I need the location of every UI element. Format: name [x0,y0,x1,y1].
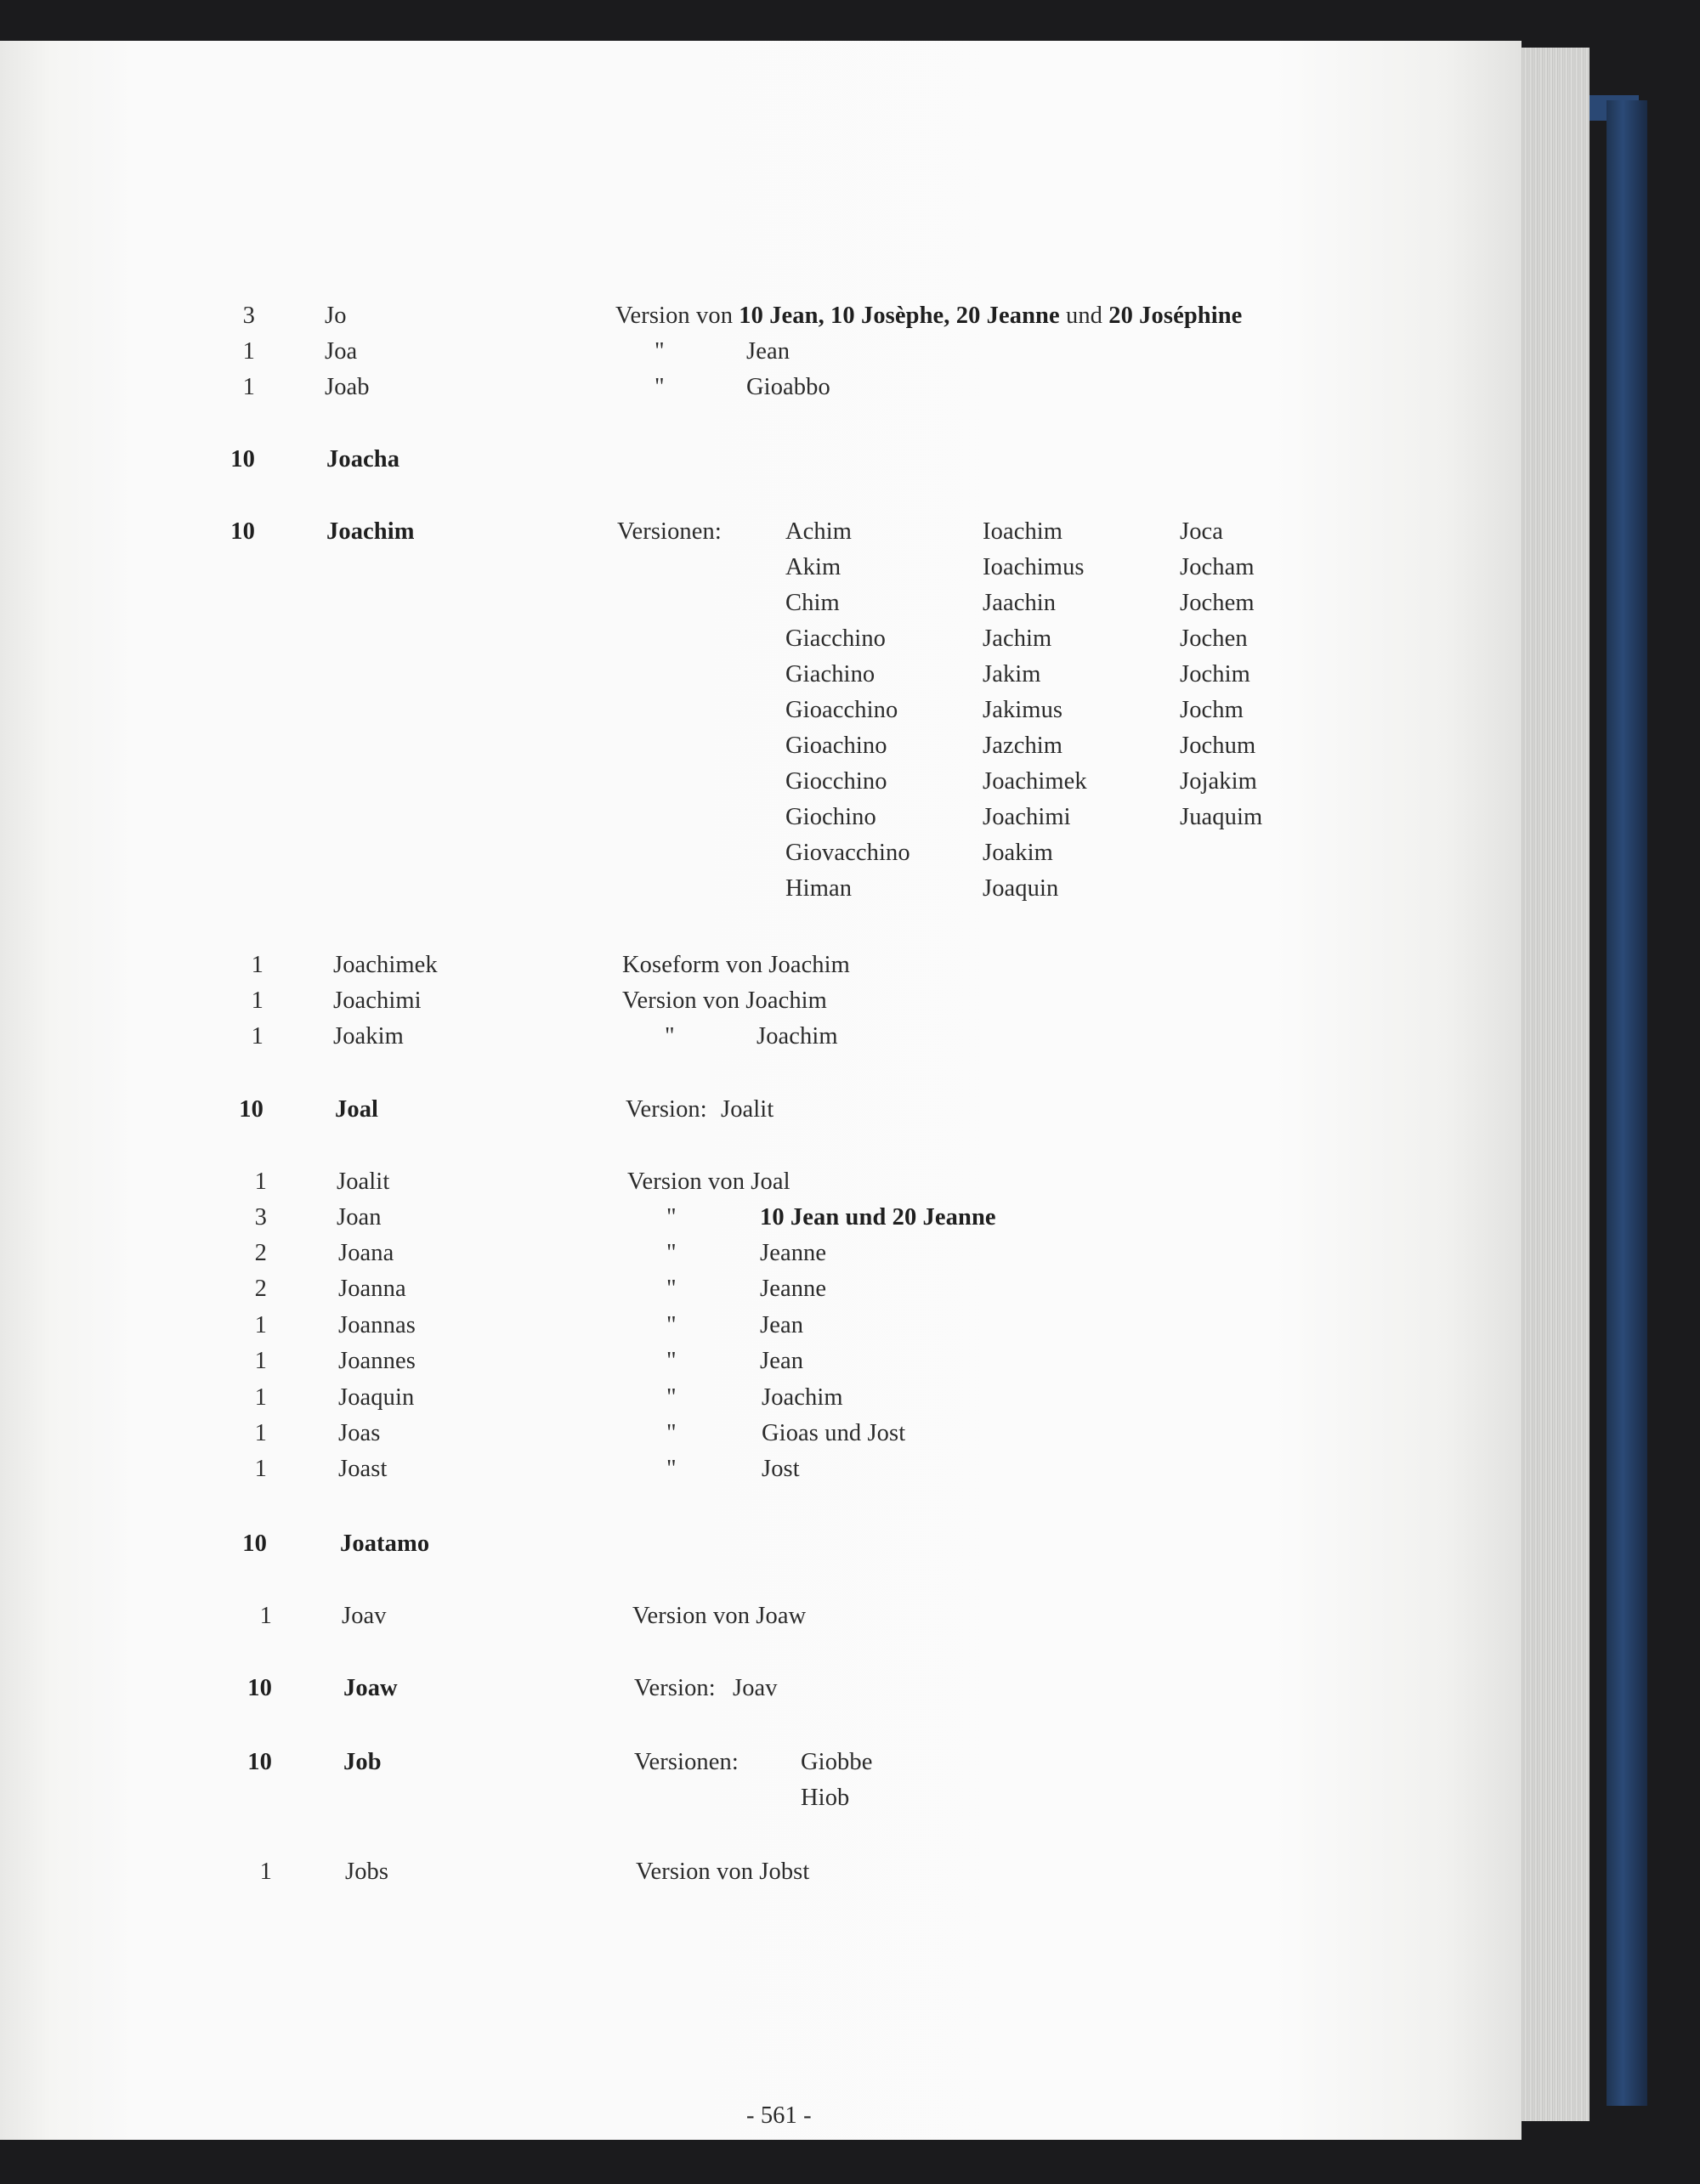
entry-name: Job [343,1749,382,1775]
entry-name: Joannes [338,1348,416,1374]
ditto-mark: " [654,338,665,365]
entry-name: Joachimek [333,952,438,978]
version-name: Jazchim [983,733,1063,759]
version-name: Giocchino [785,768,887,795]
entry-count: 2 [254,1240,267,1266]
entry-count: 1 [251,987,264,1014]
entry-count: 1 [254,1312,267,1338]
entry-description: Version von Joachim [622,987,827,1014]
entry-reference: Joalit [721,1096,774,1123]
entry-name: Joakim [333,1023,404,1050]
version-name: Joca [1180,518,1224,545]
description-segment: 20 Joséphine [1108,303,1243,329]
entry-name: Joachim [326,518,415,545]
entry-reference: Joachim [762,1384,843,1411]
entry-reference: Jeanne [760,1276,827,1302]
entry-count: 1 [254,1420,267,1446]
entry-count: 10 [230,518,255,545]
version-name: Giachino [785,661,876,687]
entry-name: Joatamo [340,1530,430,1557]
entry-count: 10 [239,1096,264,1123]
version-name: Jochen [1180,625,1248,652]
entry-reference: Jean [760,1348,804,1374]
entry-count: 1 [242,374,255,400]
ditto-mark: " [666,1420,677,1446]
entry-name: Joast [338,1456,388,1482]
version-name: Jaachin [983,590,1057,616]
version-name: Giochino [785,804,876,830]
version-name: Giacchino [785,625,887,652]
entry-count: 1 [251,952,264,978]
entry-reference: Jean [760,1312,804,1338]
ditto-mark: " [666,1204,677,1231]
version-name: Juaquim [1180,804,1263,830]
version-name: Hiob [801,1785,850,1811]
version-name: Jojakim [1180,768,1257,795]
version-name: Giovacchino [785,840,910,866]
entry-count: 1 [254,1384,267,1411]
entry-count: 1 [254,1168,267,1195]
entry-description [615,304,1242,329]
entry-name: Joachimi [333,987,422,1014]
description-segment: Version von [615,303,740,329]
ditto-mark: " [666,1456,677,1482]
entry-count: 10 [242,1530,267,1557]
version-name: Giobbe [801,1749,873,1775]
ditto-mark: " [665,1023,675,1050]
entry-reference: Jost [762,1456,800,1482]
entry-name: Joa [325,338,358,365]
ditto-mark: " [666,1240,677,1266]
entry-name: Joal [335,1096,379,1123]
entry-name: Joab [325,374,370,400]
version-name: Gioachino [785,733,887,759]
version-name: Joachimi [983,804,1071,830]
entry-name: Joas [338,1420,381,1446]
version-name: Joakim [983,840,1053,866]
entry-name: Joan [337,1204,382,1231]
entry-reference: Jean [746,338,790,365]
book-cover-edge [1606,100,1647,2106]
entry-reference: Jeanne [760,1240,827,1266]
entry-description: Version von Joal [627,1168,790,1195]
version-name: Jocham [1180,554,1255,580]
version-name: Joachimek [983,768,1087,795]
version-name: Ioachim [983,518,1063,545]
entry-label: Version: [634,1675,716,1701]
version-name: Jochm [1180,697,1244,723]
description-segment: und [1059,303,1109,329]
entry-reference: Gioas und Jost [762,1420,906,1446]
entry-count: 10 [247,1675,272,1701]
entry-description: Version von Jobst [636,1859,810,1885]
entry-name: Joaw [343,1675,398,1701]
version-name: Jochim [1180,661,1250,687]
version-name: Jakimus [983,697,1063,723]
versions-label: Versionen: [617,518,722,545]
version-name: Jakim [983,661,1041,687]
entry-count: 10 [230,446,255,472]
ditto-mark: " [654,374,665,400]
version-name: Akim [785,554,842,580]
entry-count: 1 [259,1859,272,1885]
entry-count: 1 [254,1348,267,1374]
entry-name: Jobs [345,1859,389,1885]
entry-name: Joannas [338,1312,416,1338]
entry-name: Joana [338,1240,394,1266]
ditto-mark: " [666,1384,677,1411]
entry-reference: Gioabbo [746,374,830,400]
version-name: Jochum [1180,733,1256,759]
entry-reference: Joav [733,1675,778,1701]
entry-count: 3 [254,1204,267,1231]
entry-description: Koseform von Joachim [622,952,850,978]
ditto-mark: " [666,1348,677,1374]
entry-name: Joacha [326,446,400,472]
version-name: Gioacchino [785,697,898,723]
entry-name: Joaquin [338,1384,415,1411]
ditto-mark: " [666,1276,677,1302]
entry-count: 2 [254,1276,267,1302]
version-name: Joaquin [983,875,1059,902]
entry-description: Version von Joaw [632,1603,807,1629]
version-name: Achim [785,518,853,545]
description-segment: 10 Jean, 10 Josèphe, 20 Jeanne [739,303,1060,329]
entry-reference: 10 Jean und 20 Jeanne [760,1204,996,1231]
entry-count: 3 [242,303,255,329]
entry-count: 1 [251,1023,264,1050]
page-number: - 561 - [746,2102,812,2129]
version-name: Himan [785,875,853,902]
versions-label: Versionen: [634,1749,739,1775]
entry-name: Jo [325,303,347,329]
entry-count: 1 [259,1603,272,1629]
entry-name: Joanna [338,1276,406,1302]
entry-count: 1 [254,1456,267,1482]
version-name: Jochem [1180,590,1255,616]
version-name: Chim [785,590,840,616]
entry-count: 1 [242,338,255,365]
entry-label: Version: [626,1096,707,1123]
version-name: Ioachimus [983,554,1085,580]
entry-name: Joav [342,1603,387,1629]
entry-reference: Joachim [756,1023,838,1050]
entry-count: 10 [247,1749,272,1775]
ditto-mark: " [666,1312,677,1338]
version-name: Jachim [983,625,1052,652]
entry-name: Joalit [337,1168,390,1195]
